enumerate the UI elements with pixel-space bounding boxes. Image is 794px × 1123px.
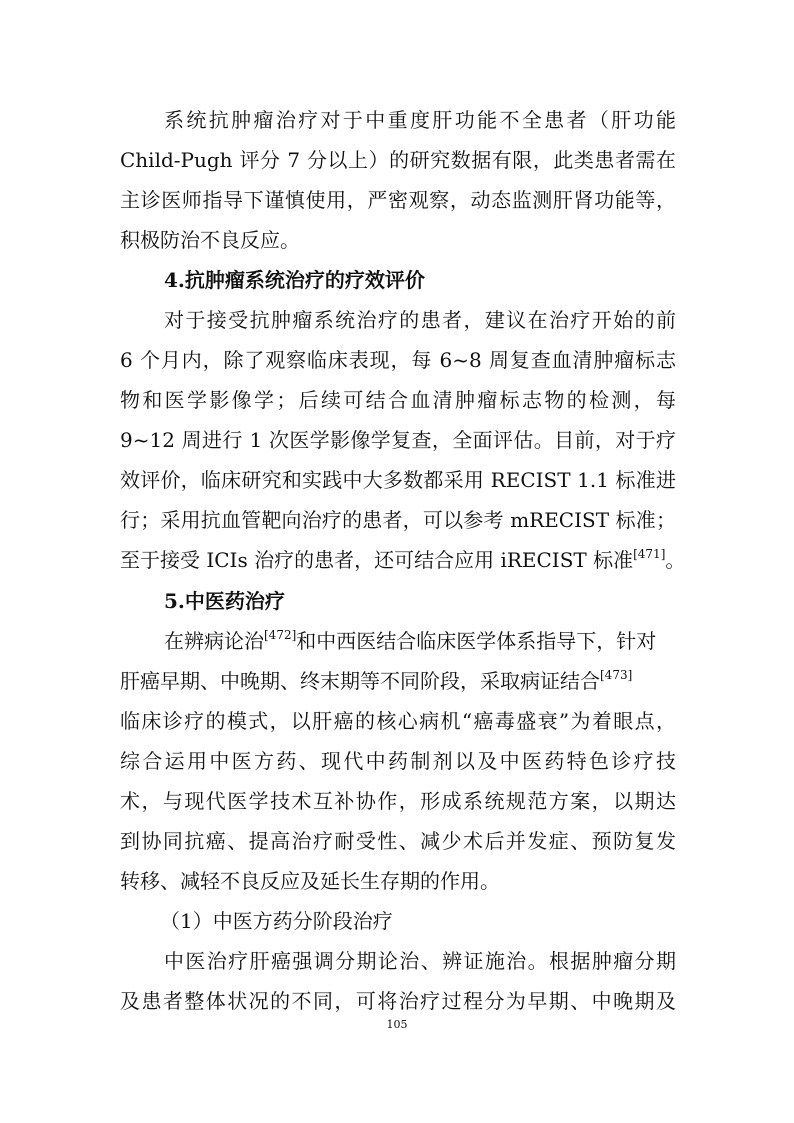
text-segment: 至于接受 ICIs 治疗的患者，还可结合应用 iRECIST 标准 <box>120 548 634 572</box>
citation-ref: [471] <box>633 547 666 561</box>
paragraph-line: 到协同抗癌、提高治疗耐受性、减少术后并发症、预防复发 <box>120 829 676 853</box>
paragraph-line: 中医治疗肝癌强调分期论治、辨证施治。根据肿瘤分期 <box>164 949 676 973</box>
paragraph-line: 综合运用中医方药、现代中药制剂以及中医药特色诊疗技 <box>120 749 676 773</box>
paragraph-line <box>120 668 676 694</box>
subsection-heading: （1）中医方药分阶段治疗 <box>160 909 393 933</box>
text-segment: 肝癌早期、中晚期、终末期等不同阶段，采取病证结合 <box>120 669 600 693</box>
paragraph-line: 对于接受抗肿瘤系统治疗的患者，建议在治疗开始的前 <box>164 308 676 332</box>
paragraph-line: 系统抗肿瘤治疗对于中重度肝功能不全患者（肝功能 <box>164 108 676 132</box>
paragraph-line: 效评价，临床研究和实践中大多数都采用 RECIST 1.1 标准进 <box>120 468 676 492</box>
text-segment: 。 <box>665 548 686 572</box>
section-heading: 4.抗肿瘤系统治疗的疗效评价 <box>164 268 425 292</box>
paragraph-line: 及患者整体状况的不同，可将治疗过程分为早期、中晚期及 <box>120 989 676 1013</box>
citation-ref: [472] <box>264 628 297 642</box>
paragraph-line <box>164 628 676 654</box>
section-heading: 5.中医药治疗 <box>164 589 285 613</box>
paragraph-line: 积极防治不良反应。 <box>120 228 300 252</box>
citation-ref: [473] <box>600 668 633 682</box>
paragraph-line: 主诊医师指导下谨慎使用，严密观察，动态监测肝肾功能等， <box>120 188 676 212</box>
paragraph-line <box>120 547 686 573</box>
paragraph-line: Child-Pugh 评分 7 分以上）的研究数据有限，此类患者需在 <box>120 148 676 172</box>
paragraph-line: 9~12 周进行 1 次医学影像学复查，全面评估。目前，对于疗 <box>120 428 676 452</box>
paragraph-line: 行；采用抗血管靶向治疗的患者，可以参考 mRECIST 标准； <box>120 508 676 532</box>
text-segment: 和中西医结合临床医学体系指导下，针对 <box>296 629 657 653</box>
paragraph-line: 物和医学影像学；后续可结合血清肿瘤标志物的检测，每 <box>120 388 676 412</box>
paragraph-line: 术，与现代医学技术互补协作，形成系统规范方案，以期达 <box>120 789 676 813</box>
page-number: 105 <box>386 1018 408 1031</box>
paragraph-line: 6 个月内，除了观察临床表现，每 6~8 周复查血清肿瘤标志 <box>120 348 676 372</box>
text-segment: 在辨病论治 <box>164 629 264 653</box>
paragraph-line: 转移、减轻不良反应及延长生存期的作用。 <box>120 869 500 893</box>
paragraph-line: 临床诊疗的模式，以肝癌的核心病机“癌毒盛衰”为着眼点， <box>120 709 676 733</box>
